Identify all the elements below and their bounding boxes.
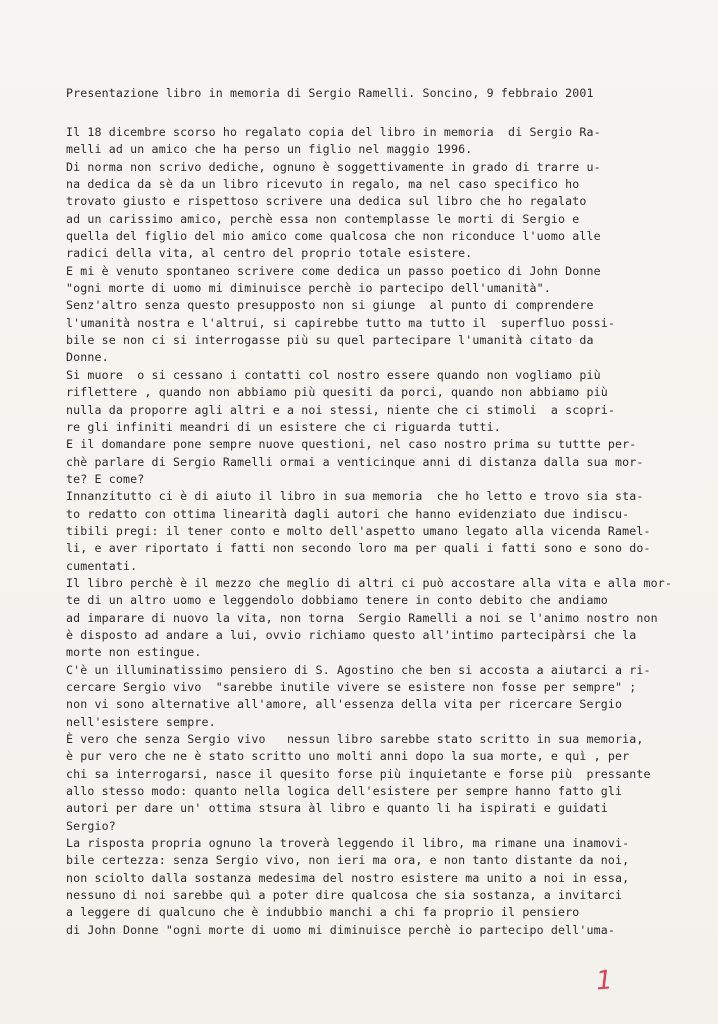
text-line: Di norma non scrivo dediche, ognuno è soggettivamente in grado di trarre u- [66, 159, 601, 174]
text-line: è disposto ad andare a lui, ovvio richiamo questo all'intimo partecipàrsi che la [66, 627, 637, 642]
text-line: nell'esistere sempre. [66, 714, 216, 729]
text-line: nessuno di noi sarebbe quì a poter dire qualcosa che sia sostanza, a invitarci [66, 888, 623, 903]
text-line: è pur vero che ne è stato scritto uno molti anni dopo la sua morte, e quì , per [66, 749, 630, 764]
text-line: re gli infiniti meandri di un esistere che ci riguarda tutti. [66, 419, 501, 434]
text-line: cercare Sergio vivo "sarebbe inutile vivere se esistere non fosse per sempre" ; [66, 680, 637, 694]
text-line: "ogni morte di uomo mi diminuisce perchè io partecipo dell'umanità". [66, 281, 551, 296]
text-line: melli ad un amico che ha perso un figlio nel maggio 1996. [66, 142, 473, 157]
text-line: trovato giusto e rispettoso scrivere una dedica sul libro che ho regalato [66, 194, 587, 209]
text-line: Innanzitutto ci è di aiuto il libro in sua memoria che ho letto e trovo sia sta- [66, 489, 644, 504]
text-line: La risposta propria ognuno la troverà leggendo il libro, ma rimane una inamovi- [66, 836, 630, 851]
text-line: nulla da proporre agli altri e a noi stessi, niente che ci stimoli a scopri- [66, 402, 616, 417]
page-number: 1 [594, 965, 614, 997]
text-line: ad imparare di nuovo la vita, non torna Sergio Ramelli a noi se l'animo nostro non [66, 610, 658, 625]
text-line: quella del figlio del mio amico come qualcosa che non riconduce l'uomo alle [66, 229, 601, 244]
text-line: Il 18 dicembre scorso ho regalato copia del libro in memoria di Sergio Ra- [66, 125, 601, 139]
text-line: chi sa interrogarsi, nasce il quesito forse più inquietante e forse più pressante [66, 766, 651, 781]
text-line: radici della vita, al centro del proprio totale esistere. [66, 246, 473, 261]
text-line: autori per dare un' ottima stsura àl libro e quanto li ha ispirati e guidati [66, 801, 608, 816]
text-line: non vi sono alternative all'amore, all'essenza della vita per ricercare Sergio [66, 697, 623, 712]
text-line: Si muore o si cessano i contatti col nostro essere quando non vogliamo più [66, 367, 601, 382]
text-line: bile se non ci si interrogasse più su quel partecipare l'umanità citato da [66, 333, 594, 348]
text-line: li, e aver riportato i fatti non secondo loro ma per quali i fatti sono e sono do- [66, 541, 651, 556]
text-line: morte non estingue. [66, 645, 202, 660]
text-line: to redatto con ottima linearità dagli autori che hanno evidenziato due indiscu- [66, 506, 630, 521]
text-line: Il libro perchè è il mezzo che meglio di altri ci può accostare alla vita e alla mor- [66, 575, 673, 590]
document-body [66, 124, 672, 939]
text-line: l'umanità nostra e l'altrui, si capirebbe tutto ma tutto il superfluo possi- [66, 315, 616, 330]
text-line: Senz'altro senza questo presupposto non si giunge al punto di comprendere [66, 298, 594, 313]
text-line: tibili pregi: il tener conto e molto dell'aspetto umano legato alla vicenda Ramel- [66, 523, 651, 538]
text-line: te di un altro uomo e leggendolo dobbiamo tenere in conto debito che andiamo [66, 593, 608, 608]
text-line: C'è un illuminatissimo pensiero di S. Agostino che ben si accosta a aiutarci a ri- [66, 662, 651, 677]
text-line: E il domandare pone sempre nuove questioni, nel caso nostro prima su tuttte per- [66, 437, 637, 452]
text-line: E mi è venuto spontaneo scrivere come dedica un passo poetico di John Donne [66, 263, 601, 278]
text-line: Sergio? [66, 818, 116, 833]
text-line: È vero che senza Sergio vivo nessun libro sarebbe stato scritto in sua memoria, [66, 732, 644, 747]
text-line: te? E come? [66, 471, 145, 486]
text-line: a leggere di qualcuno che è indubbio manchi a chi fa proprio il pensiero [66, 905, 580, 920]
text-line: ad un carissimo amico, perchè essa non contemplasse le morti di Sergio e [66, 211, 580, 226]
text-line: Donne. [66, 350, 109, 365]
text-line: cumentati. [66, 558, 138, 573]
text-line: na dedica da sè da un libro ricevuto in regalo, ma nel caso specifico ho [66, 177, 580, 192]
text-line: riflettere , quando non abbiamo più quesiti da porci, quando non abbiamo più [66, 385, 608, 400]
text-line: chè parlare di Sergio Ramelli ormai a venticinque anni di distanza dalla sua mor- [66, 454, 644, 469]
text-line: allo stesso modo: quanto nella logica dell'esistere per sempre hanno fatto gli [66, 784, 623, 799]
text-line: non sciolto dalla sostanza medesima del nostro esistere ma unito a noi in essa, [66, 870, 630, 885]
document-title: Presentazione libro in memoria di Sergio Ramelli. Soncino, 9 febbraio 2001 [66, 86, 594, 100]
text-line: di John Donne "ogni morte di uomo mi diminuisce perchè io partecipo dell'uma- [66, 922, 616, 937]
text-line: bile certezza: senza Sergio vivo, non ieri ma ora, e non tanto distante da noi, [66, 853, 630, 868]
